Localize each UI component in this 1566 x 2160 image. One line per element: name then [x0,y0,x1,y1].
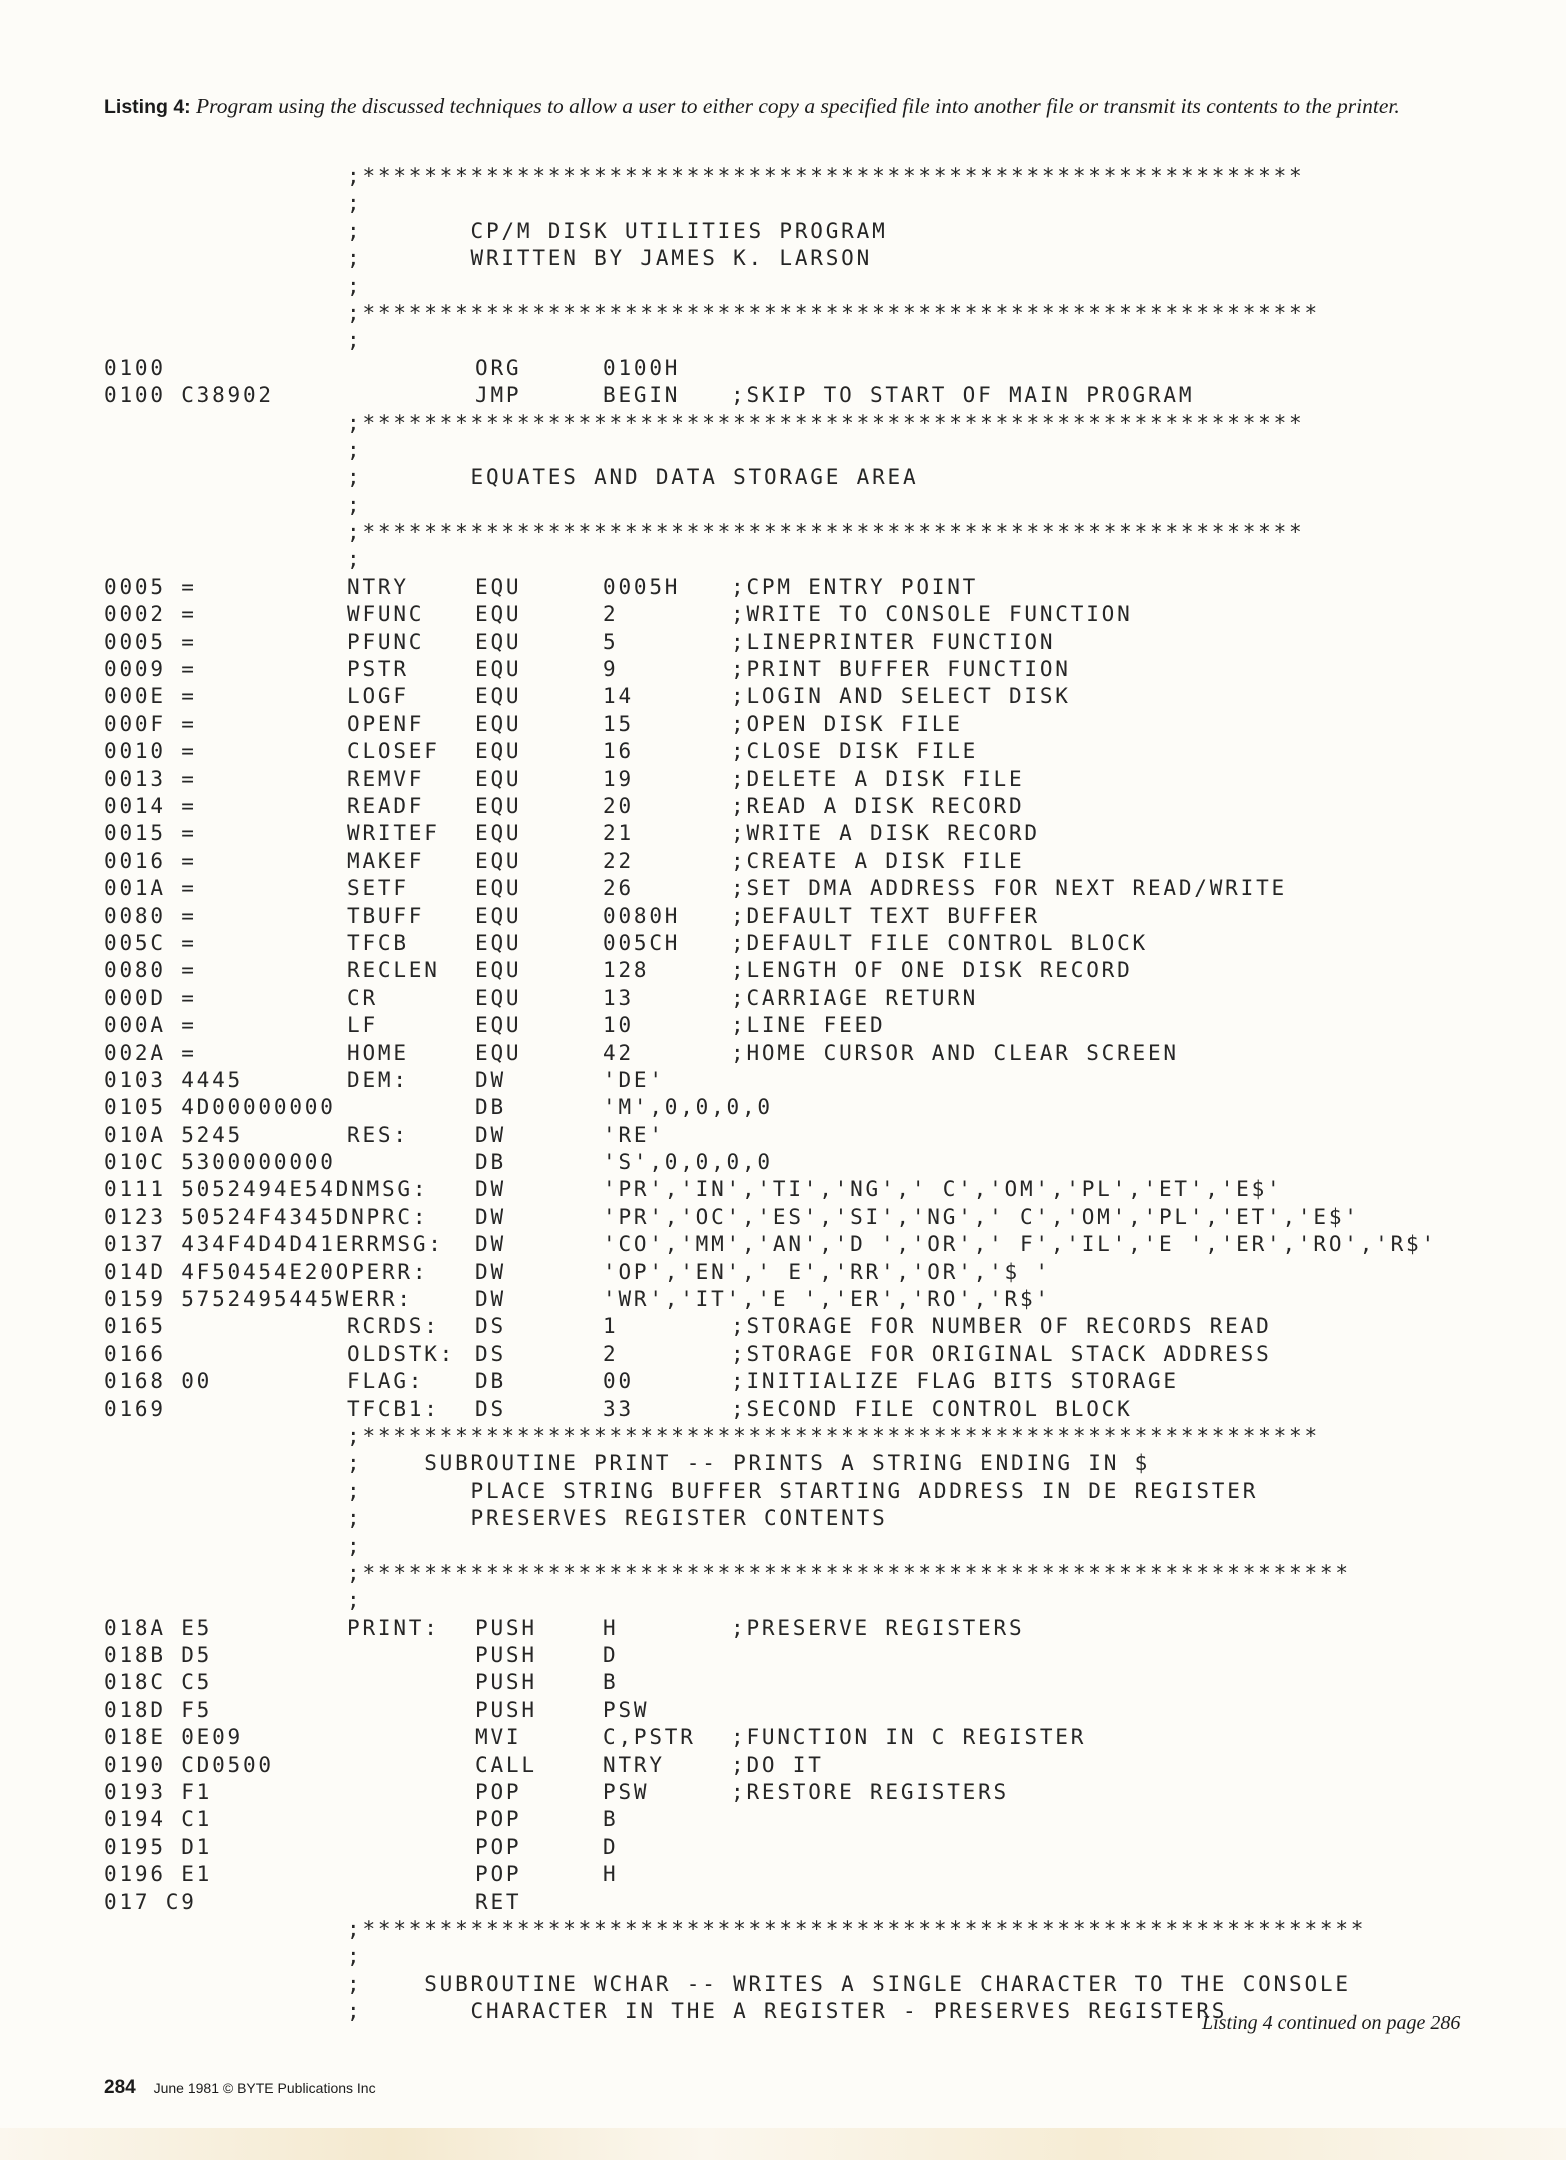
opcode-field: EQU [475,930,522,955]
operand-field: H [603,1615,619,1640]
label-field: OPENF [347,711,425,736]
opcode-field: POP [475,1807,522,1832]
operand-field: 'S',0,0,0,0 [603,1150,773,1175]
opcode-field: PUSH [475,1615,537,1640]
label-field: NTRY [347,574,409,599]
comment-text: ; [347,547,363,572]
label-field: RCRDS: [347,1314,440,1339]
listing-caption [104,92,1508,121]
opcode-field: DW [475,1204,506,1229]
label-field: FLAG: [347,1369,425,1394]
opcode-field: EQU [475,821,522,846]
comment-field: ;SET DMA ADDRESS FOR NEXT READ/WRITE [731,876,1287,901]
comment-field: ;OPEN DISK FILE [731,711,963,736]
operand-field: 00 [603,1369,634,1394]
operand-field: 42 [603,1040,634,1065]
operand-field: 'PR','IN','TI','NG',' C','OM','PL','ET','E$' [603,1177,1283,1202]
comment-field: ;CLOSE DISK FILE [731,739,979,764]
address-field: 0193 F1 [104,1780,213,1805]
comment-field: ;STORAGE FOR ORIGINAL STACK ADDRESS [731,1341,1272,1366]
comment-field: ;LENGTH OF ONE DISK RECORD [731,958,1133,983]
address-field: 0009 = [104,657,197,682]
comment-text: ; [347,1944,363,1969]
label-field: PSTR [347,657,409,682]
label-field: TFCB [347,930,409,955]
opcode-field: POP [475,1834,522,1859]
opcode-field: EQU [475,766,522,791]
label-field: RES: [347,1122,409,1147]
address-field: 000D = [104,985,197,1010]
label-field: MAKEF [347,848,425,873]
operand-field: 19 [603,766,634,791]
comment-text: ; PLACE STRING BUFFER STARTING ADDRESS IN DE REGISTER [347,1478,1259,1503]
opcode-field: EQU [475,903,522,928]
comment-field: ;LINEPRINTER FUNCTION [731,629,1056,654]
comment-field: ;SKIP TO START OF MAIN PROGRAM [731,383,1195,408]
separator-text: ;************************************************************* [347,164,1305,188]
address-field: 0194 C1 [104,1807,213,1832]
address-field: 0166 [104,1341,166,1366]
comment-text: ; CHARACTER IN THE A REGISTER - PRESERVES REGISTERS [347,1999,1228,2024]
page-footer [104,2077,376,2099]
address-field: 0123 50524F4345DNPRC: [104,1204,429,1229]
operand-field: 10 [603,1013,634,1038]
operand-field: 0100H [603,355,681,380]
label-field: PRINT: [347,1615,440,1640]
separator-text: ;************************************************************** [347,1423,1320,1448]
label-field: TBUFF [347,903,425,928]
operand-field: 'DE' [603,1067,665,1092]
address-field: 0005 = [104,629,197,654]
comment-text: ; EQUATES AND DATA STORAGE AREA [347,465,919,490]
operand-field: 005CH [603,930,681,955]
page-number: 284 [104,2077,136,2098]
comment-field: ;DEFAULT FILE CONTROL BLOCK [731,930,1148,955]
comment-text: ; [347,437,363,462]
separator-text: ;**************************************************************** [347,1560,1351,1585]
opcode-field: EQU [475,574,522,599]
address-field: 0080 = [104,958,197,983]
address-field: 018A E5 [104,1615,213,1640]
address-field: 005C = [104,930,197,955]
comment-field: ;PRESERVE REGISTERS [731,1615,1025,1640]
address-field: 0169 [104,1396,166,1421]
opcode-field: DB [475,1369,506,1394]
address-field: 018C C5 [104,1670,213,1695]
operand-field: 13 [603,985,634,1010]
operand-field: 'WR','IT','E ','ER','RO','R$' [603,1287,1051,1312]
address-field: 0159 5752495445WERR: [104,1287,413,1312]
label-field: HOME [347,1040,409,1065]
address-field: 018D F5 [104,1697,213,1722]
opcode-field: DB [475,1150,506,1175]
opcode-field: POP [475,1780,522,1805]
address-field: 0168 00 [104,1369,213,1394]
operand-field: 0005H [603,574,681,599]
address-field: 002A = [104,1040,197,1065]
address-field: 0190 CD0500 [104,1752,274,1777]
operand-field: 9 [603,657,619,682]
address-field: 000F = [104,711,197,736]
separator-text: ;************************************************************* [347,410,1305,435]
address-field: 000A = [104,1013,197,1038]
comment-text: ; [347,1533,363,1558]
opcode-field: DW [475,1067,506,1092]
comment-field: ;SECOND FILE CONTROL BLOCK [731,1396,1133,1421]
address-field: 0013 = [104,766,197,791]
operand-field: D [603,1834,619,1859]
operand-field: 15 [603,711,634,736]
label-field: READF [347,793,425,818]
comment-field: ;INITIALIZE FLAG BITS STORAGE [731,1369,1179,1394]
operand-field: 14 [603,684,634,709]
operand-field: H [603,1862,619,1887]
opcode-field: EQU [475,602,522,627]
address-field: 018B D5 [104,1643,213,1668]
comment-field: ;DO IT [731,1752,824,1777]
opcode-field: POP [475,1862,522,1887]
opcode-field: EQU [475,958,522,983]
operand-field: 20 [603,793,634,818]
comment-field: ;PRINT BUFFER FUNCTION [731,657,1071,682]
address-field: 017 C9 [104,1889,197,1914]
address-field: 0015 = [104,821,197,846]
address-field: 0016 = [104,848,197,873]
opcode-field: EQU [475,739,522,764]
operand-field: 22 [603,848,634,873]
address-field: 0005 = [104,574,197,599]
label-field: TFCB1: [347,1396,440,1421]
label-field: WRITEF [347,821,440,846]
comment-field: ;HOME CURSOR AND CLEAR SCREEN [731,1040,1179,1065]
address-field: 0137 434F4D4D41ERRMSG: [104,1232,444,1257]
operand-field: 'CO','MM','AN','D ','OR',' F','IL','E ','ER','RO','R$' [603,1232,1437,1257]
opcode-field: RET [475,1889,522,1914]
operand-field: 21 [603,821,634,846]
separator-text: ;***************************************************************** [347,1917,1367,1941]
opcode-field: CALL [475,1752,537,1777]
comment-field: ;CPM ENTRY POINT [731,574,979,599]
operand-field: PSW [603,1697,650,1722]
label-field: WFUNC [347,602,425,627]
address-field: 0100 C38902 [104,383,274,408]
opcode-field: PUSH [475,1697,537,1722]
address-field: 0002 = [104,602,197,627]
address-field: 0196 E1 [104,1862,213,1887]
opcode-field: EQU [475,1013,522,1038]
label-field: LF [347,1013,378,1038]
operand-field: 33 [603,1396,634,1421]
operand-field: 'RE' [603,1122,665,1147]
comment-field: ;LINE FEED [731,1013,886,1038]
label-field: OLDSTK: [347,1341,456,1366]
operand-field: D [603,1643,619,1668]
comment-text: ; PRESERVES REGISTER CONTENTS [347,1506,888,1531]
operand-field: 'PR','OC','ES','SI','NG',' C','OM','PL','ET','E$' [603,1204,1360,1229]
operand-field: PSW [603,1780,650,1805]
comment-field: ;CARRIAGE RETURN [731,985,979,1010]
operand-field: 2 [603,1341,619,1366]
opcode-field: EQU [475,1040,522,1065]
comment-field: ;DEFAULT TEXT BUFFER [731,903,1040,928]
comment-field: ;FUNCTION IN C REGISTER [731,1725,1087,1750]
caption-label: Listing 4: [104,96,191,118]
comment-text: ; [347,1588,363,1613]
opcode-field: PUSH [475,1643,537,1668]
page-edge-stain [0,2128,1566,2160]
comment-text: ; SUBROUTINE PRINT -- PRINTS A STRING ENDING IN $ [347,1451,1151,1476]
comment-text: ; [347,328,363,353]
operand-field: 26 [603,876,634,901]
opcode-field: MVI [475,1725,522,1750]
operand-field: 5 [603,629,619,654]
address-field: 0080 = [104,903,197,928]
address-field: 001A = [104,876,197,901]
label-field: REMVF [347,766,425,791]
operand-field: 2 [603,602,619,627]
address-field: 0195 D1 [104,1834,213,1859]
operand-field: 128 [603,958,650,983]
operand-field: C,PSTR [603,1725,696,1750]
opcode-field: DS [475,1341,506,1366]
address-field: 0103 4445 [104,1067,243,1092]
operand-field: B [603,1670,619,1695]
opcode-field: PUSH [475,1670,537,1695]
label-field: RECLEN [347,958,440,983]
opcode-field: DW [475,1259,506,1284]
address-field: 0111 5052494E54DNMSG: [104,1177,429,1202]
opcode-field: DW [475,1287,506,1312]
comment-text: ; SUBROUTINE WCHAR -- WRITES A SINGLE CHARACTER TO THE CONSOLE [347,1971,1351,1996]
opcode-field: DW [475,1177,506,1202]
comment-field: ;CREATE A DISK FILE [731,848,1025,873]
address-field: 018E 0E09 [104,1725,243,1750]
operand-field: 'OP','EN',' E','RR','OR','$ ' [603,1259,1051,1284]
opcode-field: DW [475,1122,506,1147]
address-field: 0010 = [104,739,197,764]
comment-text: ; WRITTEN BY JAMES K. LARSON [347,246,873,271]
comment-field: ;WRITE A DISK RECORD [731,821,1040,846]
label-field: PFUNC [347,629,425,654]
caption-text: Program using the discussed techniques to allow a user to either copy a specified file into another file or transmit its contents to the printer. [196,94,1400,118]
opcode-field: EQU [475,684,522,709]
opcode-field: EQU [475,793,522,818]
operand-field: BEGIN [603,383,681,408]
label-field: DEM: [347,1067,409,1092]
address-field: 0100 [104,355,166,380]
label-field: LOGF [347,684,409,709]
operand-field: 16 [603,739,634,764]
opcode-field: DS [475,1314,506,1339]
comment-text: ; CP/M DISK UTILITIES PROGRAM [347,218,888,243]
comment-field: ;DELETE A DISK FILE [731,766,1025,791]
opcode-field: EQU [475,876,522,901]
operand-field: NTRY [603,1752,665,1777]
comment-field: ;WRITE TO CONSOLE FUNCTION [731,602,1133,627]
opcode-field: DB [475,1095,506,1120]
label-field: SETF [347,876,409,901]
opcode-field: EQU [475,657,522,682]
separator-text: ;************************************************************** [347,300,1320,325]
comment-text: ; [347,492,363,517]
opcode-field: DS [475,1396,506,1421]
comment-field: ;RESTORE REGISTERS [731,1780,1009,1805]
address-field: 0105 4D00000000 [104,1095,336,1120]
opcode-field: EQU [475,711,522,736]
continued-note: Listing 4 continued on page 286 [1202,2012,1461,2034]
opcode-field: EQU [475,629,522,654]
comment-text: ; [347,273,363,298]
address-field: 010A 5245 [104,1122,243,1147]
operand-field: 1 [603,1314,619,1339]
opcode-field: JMP [475,383,522,408]
opcode-field: EQU [475,848,522,873]
operand-field: B [603,1807,619,1832]
label-field: CR [347,985,378,1010]
opcode-field: EQU [475,985,522,1010]
address-field: 014D 4F50454E20OPERR: [104,1259,429,1284]
comment-field: ;LOGIN AND SELECT DISK [731,684,1071,709]
address-field: 000E = [104,684,197,709]
comment-field: ;READ A DISK RECORD [731,793,1025,818]
opcode-field: DW [475,1232,506,1257]
comment-text: ; [347,191,363,216]
comment-field: ;STORAGE FOR NUMBER OF RECORDS READ [731,1314,1272,1339]
address-field: 0014 = [104,793,197,818]
address-field: 0165 [104,1314,166,1339]
operand-field: 0080H [603,903,681,928]
publication-imprint: June 1981 © BYTE Publications Inc [153,2080,376,2096]
address-field: 010C 5300000000 [104,1150,336,1175]
label-field: CLOSEF [347,739,440,764]
opcode-field: ORG [475,355,522,380]
separator-text: ;************************************************************* [347,520,1305,545]
operand-field: 'M',0,0,0,0 [603,1095,773,1120]
